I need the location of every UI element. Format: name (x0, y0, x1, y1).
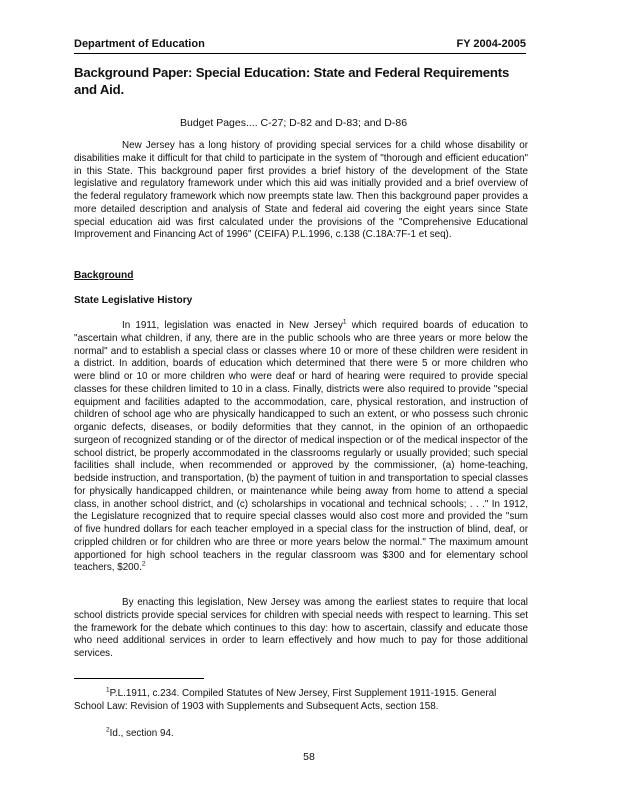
section-heading-state-legislative-history: State Legislative History (74, 295, 193, 306)
footnote-2 (74, 728, 528, 741)
page-header (74, 38, 526, 54)
document-title: Background Paper: Special Education: State and Federal Requirements and Aid. (74, 65, 510, 97)
history-paragraph-2: By enacting this legislation, New Jersey was among the earliest states to require that local school districts provide special services for children with special needs with respect to learning. This set the framework for the debate which continues to this day: how to ascertain, classify and educate those who need additional services in order to learn effectively and how much to pay for those additional services. (74, 597, 528, 659)
footnote-ref-2[interactable]: 2 (141, 560, 146, 568)
history-text-part-1: In 1911, legislation was enacted in New Jersey (122, 320, 343, 331)
budget-pages: Budget Pages.... C-27; D-82 and D-83; and D-86 (180, 117, 408, 129)
intro-paragraph: New Jersey has a long history of providing special services for a child whose disability or disabilities make it difficult for that child to participate in the system of "thorough and efficient education" in this State. This background paper first provides a brief history of the development of the State legislative and regulatory framework under which this aid was initially provided and a brief overview of the federal regulatory framework which now preempts state law. Then this background paper provides a more detailed description and analysis of State and federal aid covering the eight years since State special education aid was first calculated under the provisions of the "Comprehensive Educational Improvement and Financing Act of 1996" (CEIFA) P.L.1996, c.138 (C.18A:7F-1 et seq). (74, 140, 528, 241)
department-label: Department of Education (74, 38, 205, 50)
footnote-2-text: Id., section 94. (109, 728, 174, 739)
footnote-2-marker: 2 (106, 726, 110, 734)
footnote-ref-1[interactable]: 1 (342, 318, 347, 326)
history-text-part-2: which required boards of education to "ascertain what children, if any, there are in the public schools who are three years or more below the normal" and to establish a special class or classes where 10 or more of these children were resident in a district. In addition, boards of education which determined that there were 5 or more children who were blind or 10 or more children who were deaf or hard of hearing were required to provide special classes for these children limited to 10 in a class. Finally, districts were also required to provide "special equipment and facilities adapted to the accommodation, care, physical restoration, and instruction of children of school age who are physically handicapped to such an extent, or who possess such chronic organic defects, diseases, or bodily deformities that they cannot, in the opinion of an orthopaedic surgeon of recognized standing or of the director of medical inspection or of the medical inspector of the school district, be properly accommodated in the classrooms regularly or usually provided; such special facilities shall include, when recommended or approved by the commissioner, (a) home-teaching, bedside instruction, and transportation, (b) the payment of tuition in and transportation to special classes for physically handicapped children, or maintenance while being away from home to attend a special class, in another school district, and (c) scholarships in vocational and technical schools; . . ." In 1912, the Legislature recognized that to require special classes would also cost more and provided the "sum of five hundred dollars for each teacher employed in a special class for the instruction of blind, deaf, or crippled children or for children who are three or more years below the normal." The maximum amount apportioned for high school teachers in the regular classroom was $300 and for elementary school teachers, $200. (74, 320, 528, 574)
section-heading-background: Background (74, 270, 134, 281)
fiscal-year-label: FY 2004-2005 (456, 38, 526, 50)
page-number: 58 (303, 751, 315, 763)
footnote-1-marker: 1 (106, 686, 110, 694)
history-paragraph-1 (74, 320, 528, 575)
footnote-divider (74, 678, 204, 679)
footnote-1 (74, 688, 528, 714)
footnote-1-text: P.L.1911, c.234. Compiled Statutes of New Jersey, First Supplement 1911-1915. General School Law: Revision of 1903 with Supplements and Subsequent Acts, section 158. (74, 688, 497, 712)
